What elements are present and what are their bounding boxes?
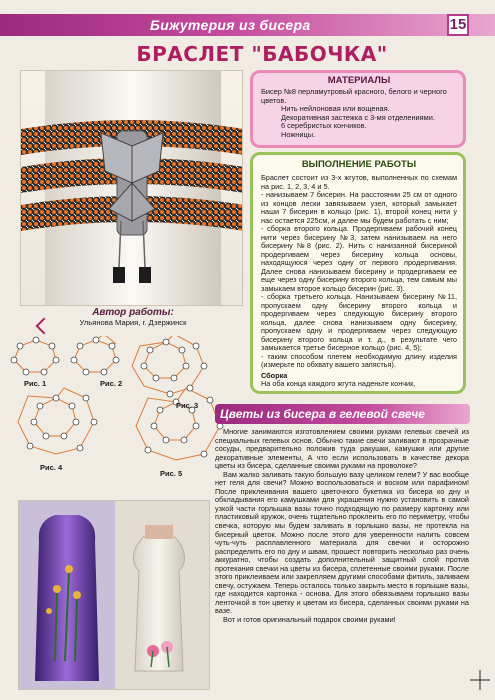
assembly-heading: Сборка xyxy=(261,370,288,380)
materials-box xyxy=(250,70,466,148)
work-heading: ВЫПОЛНЕНИЕ РАБОТЫ xyxy=(301,159,417,170)
work-paragraph: - нанизываем 7 бисерин. На расстоянии 25 см от одного из концов лески завязываем узел, который замыкает наши 7 бисерин в кольцо (рис. 1), второй конец нити у нас остается 225см, и далее мы будем работать с ним; xyxy=(261,190,457,225)
materials-line: 6 серебристых кончиков. xyxy=(281,121,367,131)
materials-line: Нить нейлоновая или вощеная. xyxy=(281,104,390,114)
materials-line: Ножницы. xyxy=(281,129,316,139)
flowers-article xyxy=(215,428,469,686)
crop-mark-icon xyxy=(468,668,492,692)
flowers-paragraph: Вот и готов оригинальный подарок своими руками! xyxy=(223,615,396,625)
bead-diagrams xyxy=(0,336,250,496)
bracelet-photo xyxy=(20,70,243,306)
figure-label: Рис. 3 xyxy=(176,401,199,410)
figure-label: Рис. 5 xyxy=(160,469,183,478)
flowers-title: Цветы из бисера в гелевой свече xyxy=(220,407,425,421)
gel-candle-photos xyxy=(18,500,210,690)
work-paragraph: Браслет состоит из 3-х жгутов, выполненных по схемам на рис. 1, 2, 3, 4 и 5. xyxy=(261,173,457,191)
figure-label: Рис. 2 xyxy=(100,379,123,388)
flowers-paragraph: Многие занимаются изготовлением своими руками гелевых свечей из специальных гелевых основ. Обычно такие свечи заливают в прозрачные сосуды, предварительно положив туда ракушки, камушки или другие декоративные элементы, А что если использовать в качестве декора цветы из бисера, сделанные своими руками на проволоке? xyxy=(215,428,469,471)
figure-label: Рис. 1 xyxy=(24,379,47,388)
materials-line: Декоративная застежка с 3-мя отделениями. xyxy=(281,112,435,122)
arrow-icon xyxy=(36,318,53,335)
materials-heading: МАТЕРИАЛЫ xyxy=(327,75,391,86)
gel-candle-illustration xyxy=(19,501,210,690)
figure-label: Рис. 4 xyxy=(40,463,63,472)
work-box xyxy=(250,152,466,394)
work-paragraph: - сборка третьего кольца. Нанизываем бисерину №11, пропускаем одну бисерину второго кольца и продергиваем через следующую бисерину второго кольца, далее снова нанизываем одну бисерину, пропускаем одну и продергиваем через следующую бисерину второго кольца и т. д., в результате чего замыкается третье бисерное кольцо (рис. 4, 5); xyxy=(261,292,457,352)
assembly-text: На оба конца каждого жгута наденьте кончик, xyxy=(261,379,416,388)
flowers-paragraph: Вам жалко заливать такую большую вазу целиком гелем? У вас вообще нет геля для свечи? Можно воспользоваться и воском или парафином! После приклеивания вашего цветочного букетика из бисера ко дну и обкладывания его камушками для украшения нужно установить в самой узкой части горлышка вазы точно подходящую по размеру картонку или пластиковый кружок, очень тщательно проклеить его по периметру, чтобы свечка, которую мы будем заливать в горлышко вазы, не протекла на бисерный цветок. Можно после этого для уверенности налить совсем чуть-чуть расплавленного материала для свечки и осторожно распределить его по дну и швам, прошест повторить несколько раз очень аккуратно, чтобы создать дополнительный защитный слой против протекания свечки на цветы из бисера, сплетенные своими руками. После этого приклеиваем или закрепляем другими способами фитиль, заливаем свечу, остужаем. Теперь осталось только закрыть место в горлышке вазы, где находится картонка - основа. Для этого обвязываем горлышко вазы ленточкой в тон цветку и цветам из бисера, сделанных своими руками на вазе. xyxy=(215,469,469,616)
work-paragraph: - таким способом плетем необходимую длину изделия (измерьте по обхвату вашего запястья). xyxy=(261,351,457,369)
author-title: Автор работы: xyxy=(92,307,174,318)
materials-line: Бисер №8 перламутровый красного, белого и черного цветов. xyxy=(261,87,447,105)
page-number: 15 xyxy=(447,14,469,36)
author-box xyxy=(58,307,208,327)
author-name: Ульянова Мария, г. Дзержинск xyxy=(79,318,187,327)
section-label: Бижутерия из бисера xyxy=(150,17,311,33)
article-title: БРАСЛЕТ "БАБОЧКА" xyxy=(136,42,388,66)
bracelet-illustration xyxy=(21,71,243,306)
work-paragraph: - сборка второго кольца. Продергиваем рабочий конец нити через бисерину №3, затем нанизываем на него бисерину №8 (рис. 2). Нить с нанизанной бисериной продергиваем через бисерину кольца основы, находящуюся через одну от первого продергивания. Далее снова нанизываем бисерину и продергиваем ее еще через одну бисерину второго кольца, тем самым мы замыкаем второе кольцо бисерин (рис. 3). xyxy=(261,224,457,293)
